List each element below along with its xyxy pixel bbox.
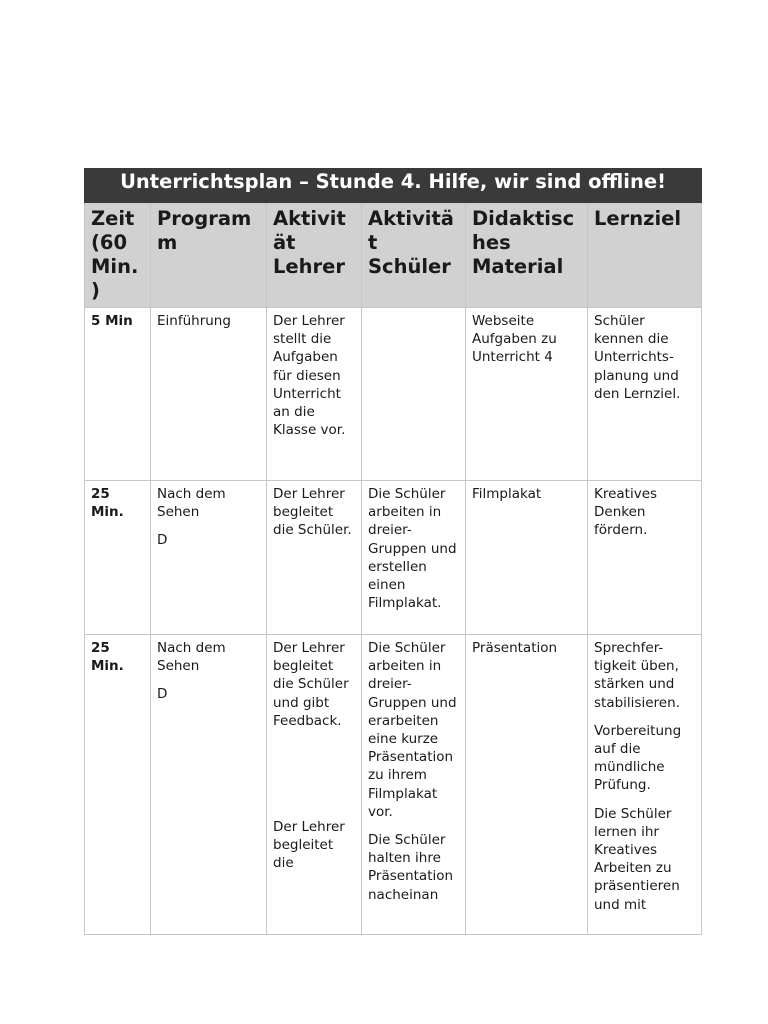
- cell-schueler: [362, 308, 466, 481]
- cell-lernziel: Schüler kennen die Unterrichts-planung und den Lernziel.: [588, 308, 702, 481]
- header-aktivitaet-schueler: Aktivität Schüler: [362, 203, 466, 308]
- cell-zeit: 25 Min.: [85, 635, 151, 935]
- cell-programm: Einführung: [151, 308, 267, 481]
- header-aktivitaet-lehrer: Aktivität Lehrer: [267, 203, 362, 308]
- header-zeit: Zeit (60 Min. ): [85, 203, 151, 308]
- cell-material: Präsentation: [466, 635, 588, 935]
- cell-lehrer: Der Lehrer stellt die Aufgaben für diesen Unterricht an die Klasse vor.: [267, 308, 362, 481]
- cell-zeit: 25 Min.: [85, 481, 151, 635]
- cell-schueler: Die Schüler arbeiten in dreier-Gruppen und erarbeiten eine kurze Präsentation zu ihrem Filmplakat vor. Die Schüler halten ihre Präsentation nacheinan: [362, 635, 466, 935]
- cell-zeit: 5 Min: [85, 308, 151, 481]
- header-programm: Programm: [151, 203, 267, 308]
- header-lernziel: Lernziel: [588, 203, 702, 308]
- cell-programm: Nach dem Sehen D: [151, 481, 267, 635]
- cell-lehrer: Der Lehrer begleitet die Schüler und gibt Feedback. Der Lehrer begleitet die: [267, 635, 362, 935]
- header-material: Didaktisches Material: [466, 203, 588, 308]
- cell-lehrer: Der Lehrer begleitet die Schüler.: [267, 481, 362, 635]
- table-row: [85, 481, 702, 635]
- table-row: [85, 308, 702, 481]
- table-row: [85, 635, 702, 935]
- header-row: [85, 203, 702, 308]
- cell-material: Webseite Aufgaben zu Unterricht 4: [466, 308, 588, 481]
- cell-schueler: Die Schüler arbeiten in dreier-Gruppen und erstellen einen Filmplakat.: [362, 481, 466, 635]
- table-title: Unterrichtsplan – Stunde 4. Hilfe, wir sind offline!: [85, 169, 702, 203]
- cell-lernziel: Kreatives Denken fördern.: [588, 481, 702, 635]
- cell-material: Filmplakat: [466, 481, 588, 635]
- cell-lernziel: Sprechfer-tigkeit üben, stärken und stabilisieren. Vorbereitung auf die mündliche Prüfung. Die Schüler lernen ihr Kreatives Arbeiten zu präsentieren und mit: [588, 635, 702, 935]
- lesson-plan-table: [84, 168, 702, 935]
- cell-programm: Nach dem Sehen D: [151, 635, 267, 935]
- title-row: [85, 169, 702, 203]
